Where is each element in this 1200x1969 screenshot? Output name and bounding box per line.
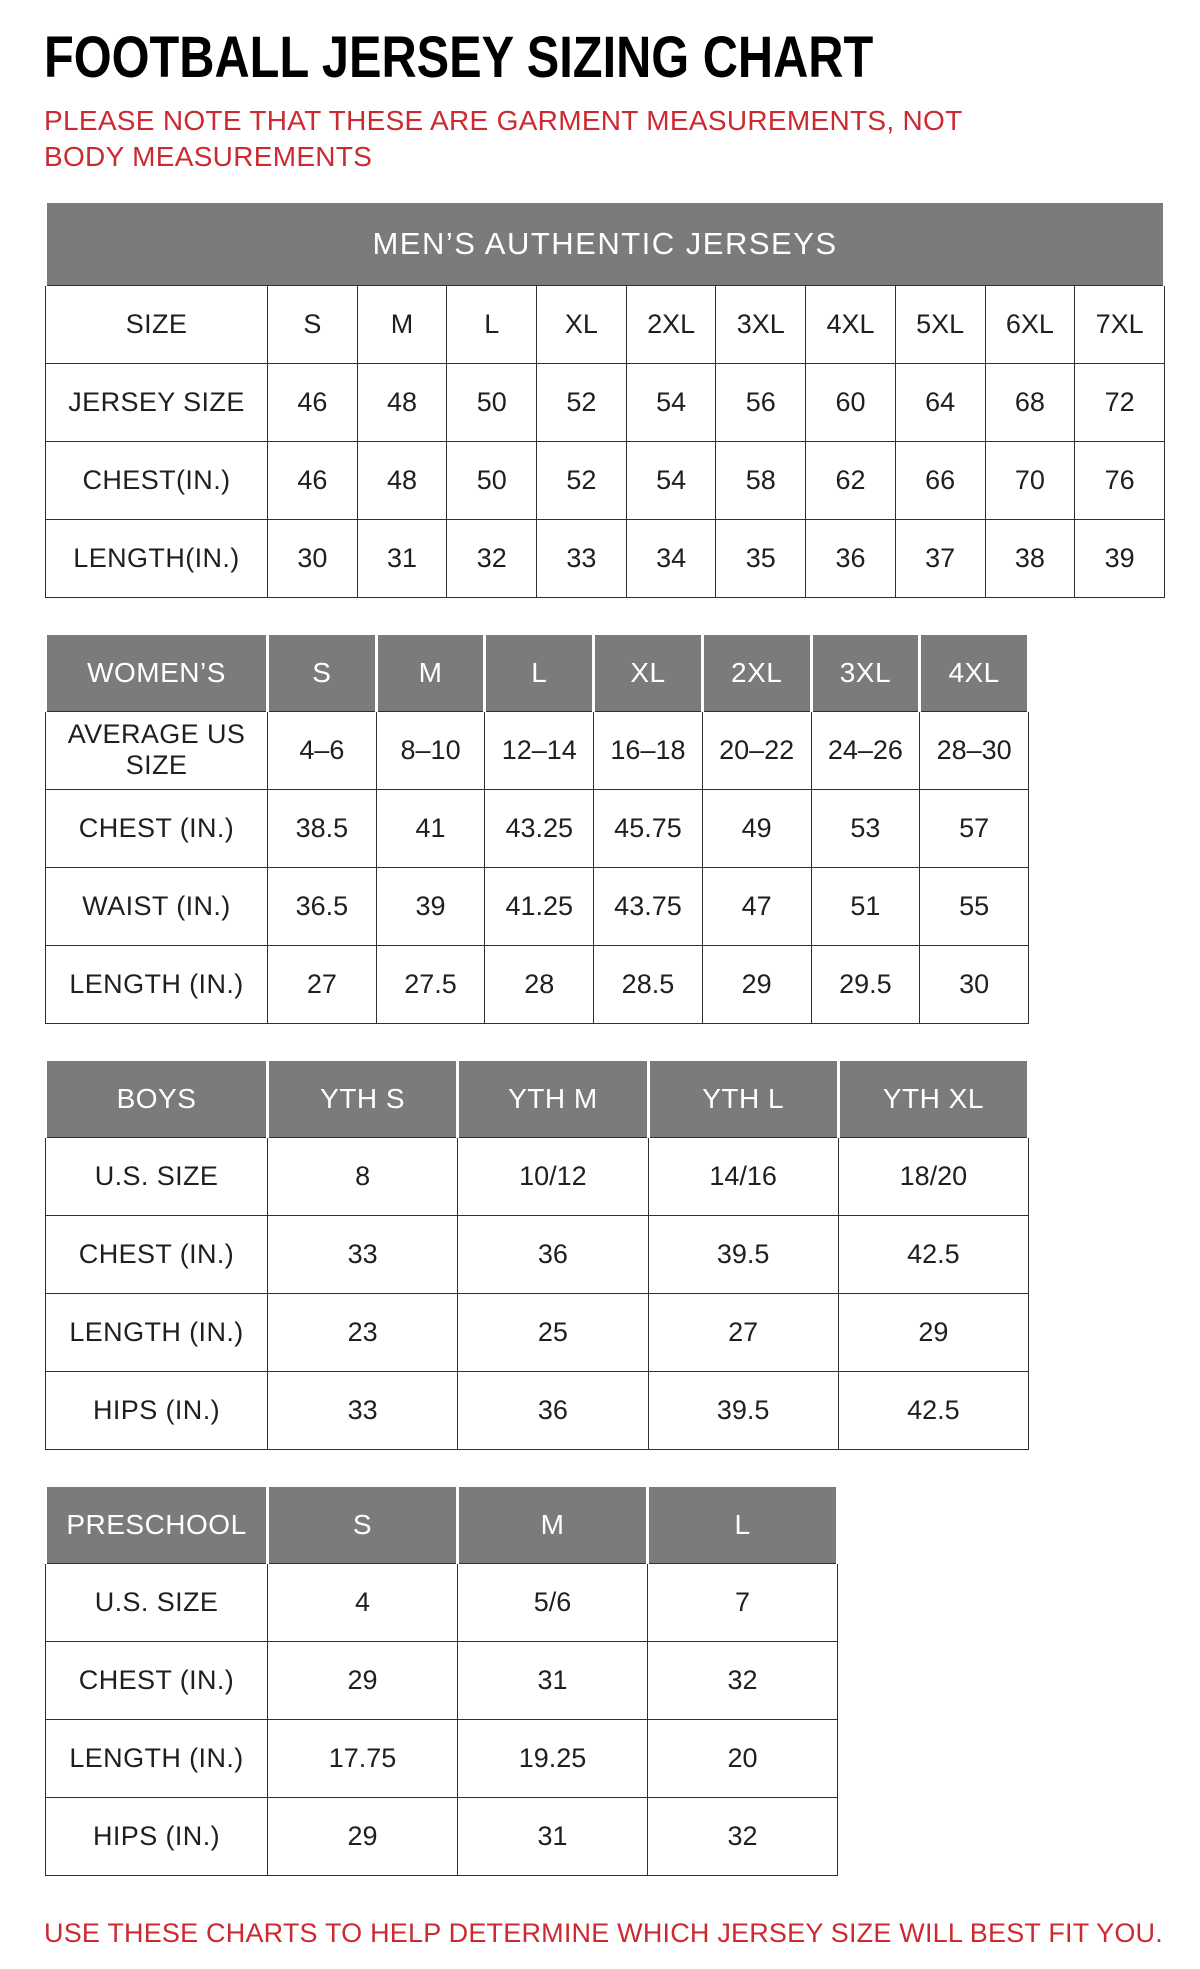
- footer-note: USE THESE CHARTS TO HELP DETERMINE WHICH JERSEY SIZE WILL BEST FIT YOU.: [44, 1917, 1163, 1948]
- size-value-cell: 29: [702, 945, 811, 1023]
- size-value-cell: 24–26: [811, 711, 920, 789]
- size-value-cell: 43.75: [594, 867, 703, 945]
- table-row: [46, 711, 1029, 789]
- size-value-cell: 14/16: [648, 1137, 838, 1215]
- size-value-cell: 36: [458, 1215, 648, 1293]
- size-value-cell: 76: [1075, 441, 1165, 519]
- size-value-cell: 48: [357, 363, 447, 441]
- size-value-cell: 5/6: [458, 1563, 648, 1641]
- size-value-cell: 37: [895, 519, 985, 597]
- header-row: [46, 633, 1029, 711]
- size-value-cell: 42.5: [838, 1215, 1028, 1293]
- size-value-cell: 27.5: [376, 945, 485, 1023]
- womens-sizing-table: [44, 632, 1030, 1024]
- size-value-cell: 7: [648, 1563, 838, 1641]
- garment-measurements-note: PLEASE NOTE THAT THESE ARE GARMENT MEASUREMENTS, NOT BODY MEASUREMENTS: [44, 105, 963, 173]
- size-value-cell: 54: [626, 363, 716, 441]
- size-value-cell: 4–6: [268, 711, 377, 789]
- size-value-cell: 33: [268, 1371, 458, 1449]
- size-value-cell: 8–10: [376, 711, 485, 789]
- size-value-cell: 33: [268, 1215, 458, 1293]
- size-value-cell: 66: [895, 441, 985, 519]
- size-column-header: M: [458, 1485, 648, 1563]
- table-banner: MEN’S AUTHENTIC JERSEYS: [46, 201, 1165, 285]
- size-column-header: 2XL: [702, 633, 811, 711]
- header-row: [46, 1059, 1029, 1137]
- banner-row: [46, 201, 1165, 285]
- row-label: LENGTH (IN.): [46, 1719, 268, 1797]
- size-value-cell: 6XL: [985, 285, 1075, 363]
- table-row: [46, 945, 1029, 1023]
- size-column-header: XL: [594, 633, 703, 711]
- size-value-cell: 36: [458, 1371, 648, 1449]
- size-value-cell: L: [447, 285, 537, 363]
- size-value-cell: 12–14: [485, 711, 594, 789]
- size-column-header: L: [485, 633, 594, 711]
- size-value-cell: XL: [537, 285, 627, 363]
- size-value-cell: 18/20: [838, 1137, 1028, 1215]
- table-row: [46, 363, 1165, 441]
- table-row: [46, 441, 1165, 519]
- size-value-cell: 16–18: [594, 711, 703, 789]
- size-value-cell: 35: [716, 519, 806, 597]
- size-value-cell: 50: [447, 363, 537, 441]
- size-value-cell: 41.25: [485, 867, 594, 945]
- table-row: [46, 1215, 1029, 1293]
- boys-sizing-table: [44, 1058, 1030, 1450]
- size-value-cell: 23: [268, 1293, 458, 1371]
- size-value-cell: 53: [811, 789, 920, 867]
- size-value-cell: 39: [376, 867, 485, 945]
- size-value-cell: 48: [357, 441, 447, 519]
- size-value-cell: 36.5: [268, 867, 377, 945]
- size-value-cell: 52: [537, 441, 627, 519]
- header-row: [46, 1485, 838, 1563]
- size-value-cell: 3XL: [716, 285, 806, 363]
- table-row: [46, 519, 1165, 597]
- size-column-header: M: [376, 633, 485, 711]
- table-row: [46, 1563, 838, 1641]
- size-value-cell: 28.5: [594, 945, 703, 1023]
- size-value-cell: 20–22: [702, 711, 811, 789]
- table-row: [46, 1719, 838, 1797]
- size-value-cell: 70: [985, 441, 1075, 519]
- row-label: WAIST (IN.): [46, 867, 268, 945]
- size-value-cell: 42.5: [838, 1371, 1028, 1449]
- row-label: HIPS (IN.): [46, 1797, 268, 1875]
- size-value-cell: 52: [537, 363, 627, 441]
- size-value-cell: 31: [458, 1797, 648, 1875]
- size-value-cell: 49: [702, 789, 811, 867]
- size-value-cell: 55: [920, 867, 1029, 945]
- size-value-cell: 31: [357, 519, 447, 597]
- size-value-cell: 38: [985, 519, 1075, 597]
- size-value-cell: 25: [458, 1293, 648, 1371]
- size-value-cell: S: [268, 285, 358, 363]
- size-value-cell: 39.5: [648, 1215, 838, 1293]
- table-row: [46, 1137, 1029, 1215]
- table-row: [46, 1797, 838, 1875]
- table-row: [46, 285, 1165, 363]
- size-column-header: L: [648, 1485, 838, 1563]
- row-label: LENGTH(IN.): [46, 519, 268, 597]
- size-value-cell: 5XL: [895, 285, 985, 363]
- size-value-cell: 27: [648, 1293, 838, 1371]
- size-value-cell: M: [357, 285, 447, 363]
- size-value-cell: 39: [1075, 519, 1165, 597]
- table-title-cell: BOYS: [46, 1059, 268, 1137]
- size-value-cell: 60: [806, 363, 896, 441]
- size-value-cell: 29: [268, 1797, 458, 1875]
- row-label: CHEST(IN.): [46, 441, 268, 519]
- size-value-cell: 20: [648, 1719, 838, 1797]
- size-value-cell: 50: [447, 441, 537, 519]
- size-column-header: YTH S: [268, 1059, 458, 1137]
- row-label: LENGTH (IN.): [46, 1293, 268, 1371]
- mens-authentic-jerseys-table: [44, 200, 1166, 598]
- table-row: [46, 789, 1029, 867]
- size-value-cell: 72: [1075, 363, 1165, 441]
- size-value-cell: 32: [648, 1797, 838, 1875]
- size-value-cell: 51: [811, 867, 920, 945]
- size-value-cell: 46: [268, 441, 358, 519]
- size-value-cell: 43.25: [485, 789, 594, 867]
- table-row: [46, 1641, 838, 1719]
- size-value-cell: 39.5: [648, 1371, 838, 1449]
- size-value-cell: 8: [268, 1137, 458, 1215]
- row-label: U.S. SIZE: [46, 1563, 268, 1641]
- size-value-cell: 30: [920, 945, 1029, 1023]
- row-label: SIZE: [46, 285, 268, 363]
- row-label: CHEST (IN.): [46, 1215, 268, 1293]
- row-label: CHEST (IN.): [46, 789, 268, 867]
- size-value-cell: 7XL: [1075, 285, 1165, 363]
- row-label: U.S. SIZE: [46, 1137, 268, 1215]
- size-value-cell: 28: [485, 945, 594, 1023]
- table-row: [46, 1371, 1029, 1449]
- size-value-cell: 54: [626, 441, 716, 519]
- table-row: [46, 1293, 1029, 1371]
- table-title-cell: WOMEN’S: [46, 633, 268, 711]
- table-row: [46, 867, 1029, 945]
- table-title-cell: PRESCHOOL: [46, 1485, 268, 1563]
- size-value-cell: 33: [537, 519, 627, 597]
- size-value-cell: 56: [716, 363, 806, 441]
- size-value-cell: 45.75: [594, 789, 703, 867]
- size-value-cell: 29: [268, 1641, 458, 1719]
- size-value-cell: 17.75: [268, 1719, 458, 1797]
- size-value-cell: 47: [702, 867, 811, 945]
- size-value-cell: 10/12: [458, 1137, 648, 1215]
- size-column-header: YTH XL: [838, 1059, 1028, 1137]
- size-column-header: 4XL: [920, 633, 1029, 711]
- size-column-header: S: [268, 1485, 458, 1563]
- size-column-header: YTH M: [458, 1059, 648, 1137]
- size-column-header: S: [268, 633, 377, 711]
- size-value-cell: 2XL: [626, 285, 716, 363]
- size-value-cell: 41: [376, 789, 485, 867]
- size-column-header: YTH L: [648, 1059, 838, 1137]
- size-value-cell: 46: [268, 363, 358, 441]
- row-label: HIPS (IN.): [46, 1371, 268, 1449]
- row-label: CHEST (IN.): [46, 1641, 268, 1719]
- row-label: LENGTH (IN.): [46, 945, 268, 1023]
- size-value-cell: 64: [895, 363, 985, 441]
- size-value-cell: 31: [458, 1641, 648, 1719]
- size-value-cell: 28–30: [920, 711, 1029, 789]
- size-value-cell: 62: [806, 441, 896, 519]
- row-label: JERSEY SIZE: [46, 363, 268, 441]
- size-value-cell: 4XL: [806, 285, 896, 363]
- size-value-cell: 30: [268, 519, 358, 597]
- size-value-cell: 32: [447, 519, 537, 597]
- size-value-cell: 34: [626, 519, 716, 597]
- size-value-cell: 32: [648, 1641, 838, 1719]
- row-label: AVERAGE US SIZE: [46, 711, 268, 789]
- size-value-cell: 29: [838, 1293, 1028, 1371]
- size-value-cell: 4: [268, 1563, 458, 1641]
- size-value-cell: 38.5: [268, 789, 377, 867]
- size-value-cell: 19.25: [458, 1719, 648, 1797]
- size-value-cell: 36: [806, 519, 896, 597]
- page-title: FOOTBALL JERSEY SIZING CHART: [44, 25, 874, 90]
- size-value-cell: 57: [920, 789, 1029, 867]
- size-value-cell: 27: [268, 945, 377, 1023]
- size-column-header: 3XL: [811, 633, 920, 711]
- size-value-cell: 68: [985, 363, 1075, 441]
- size-value-cell: 58: [716, 441, 806, 519]
- preschool-sizing-table: [44, 1484, 839, 1876]
- size-value-cell: 29.5: [811, 945, 920, 1023]
